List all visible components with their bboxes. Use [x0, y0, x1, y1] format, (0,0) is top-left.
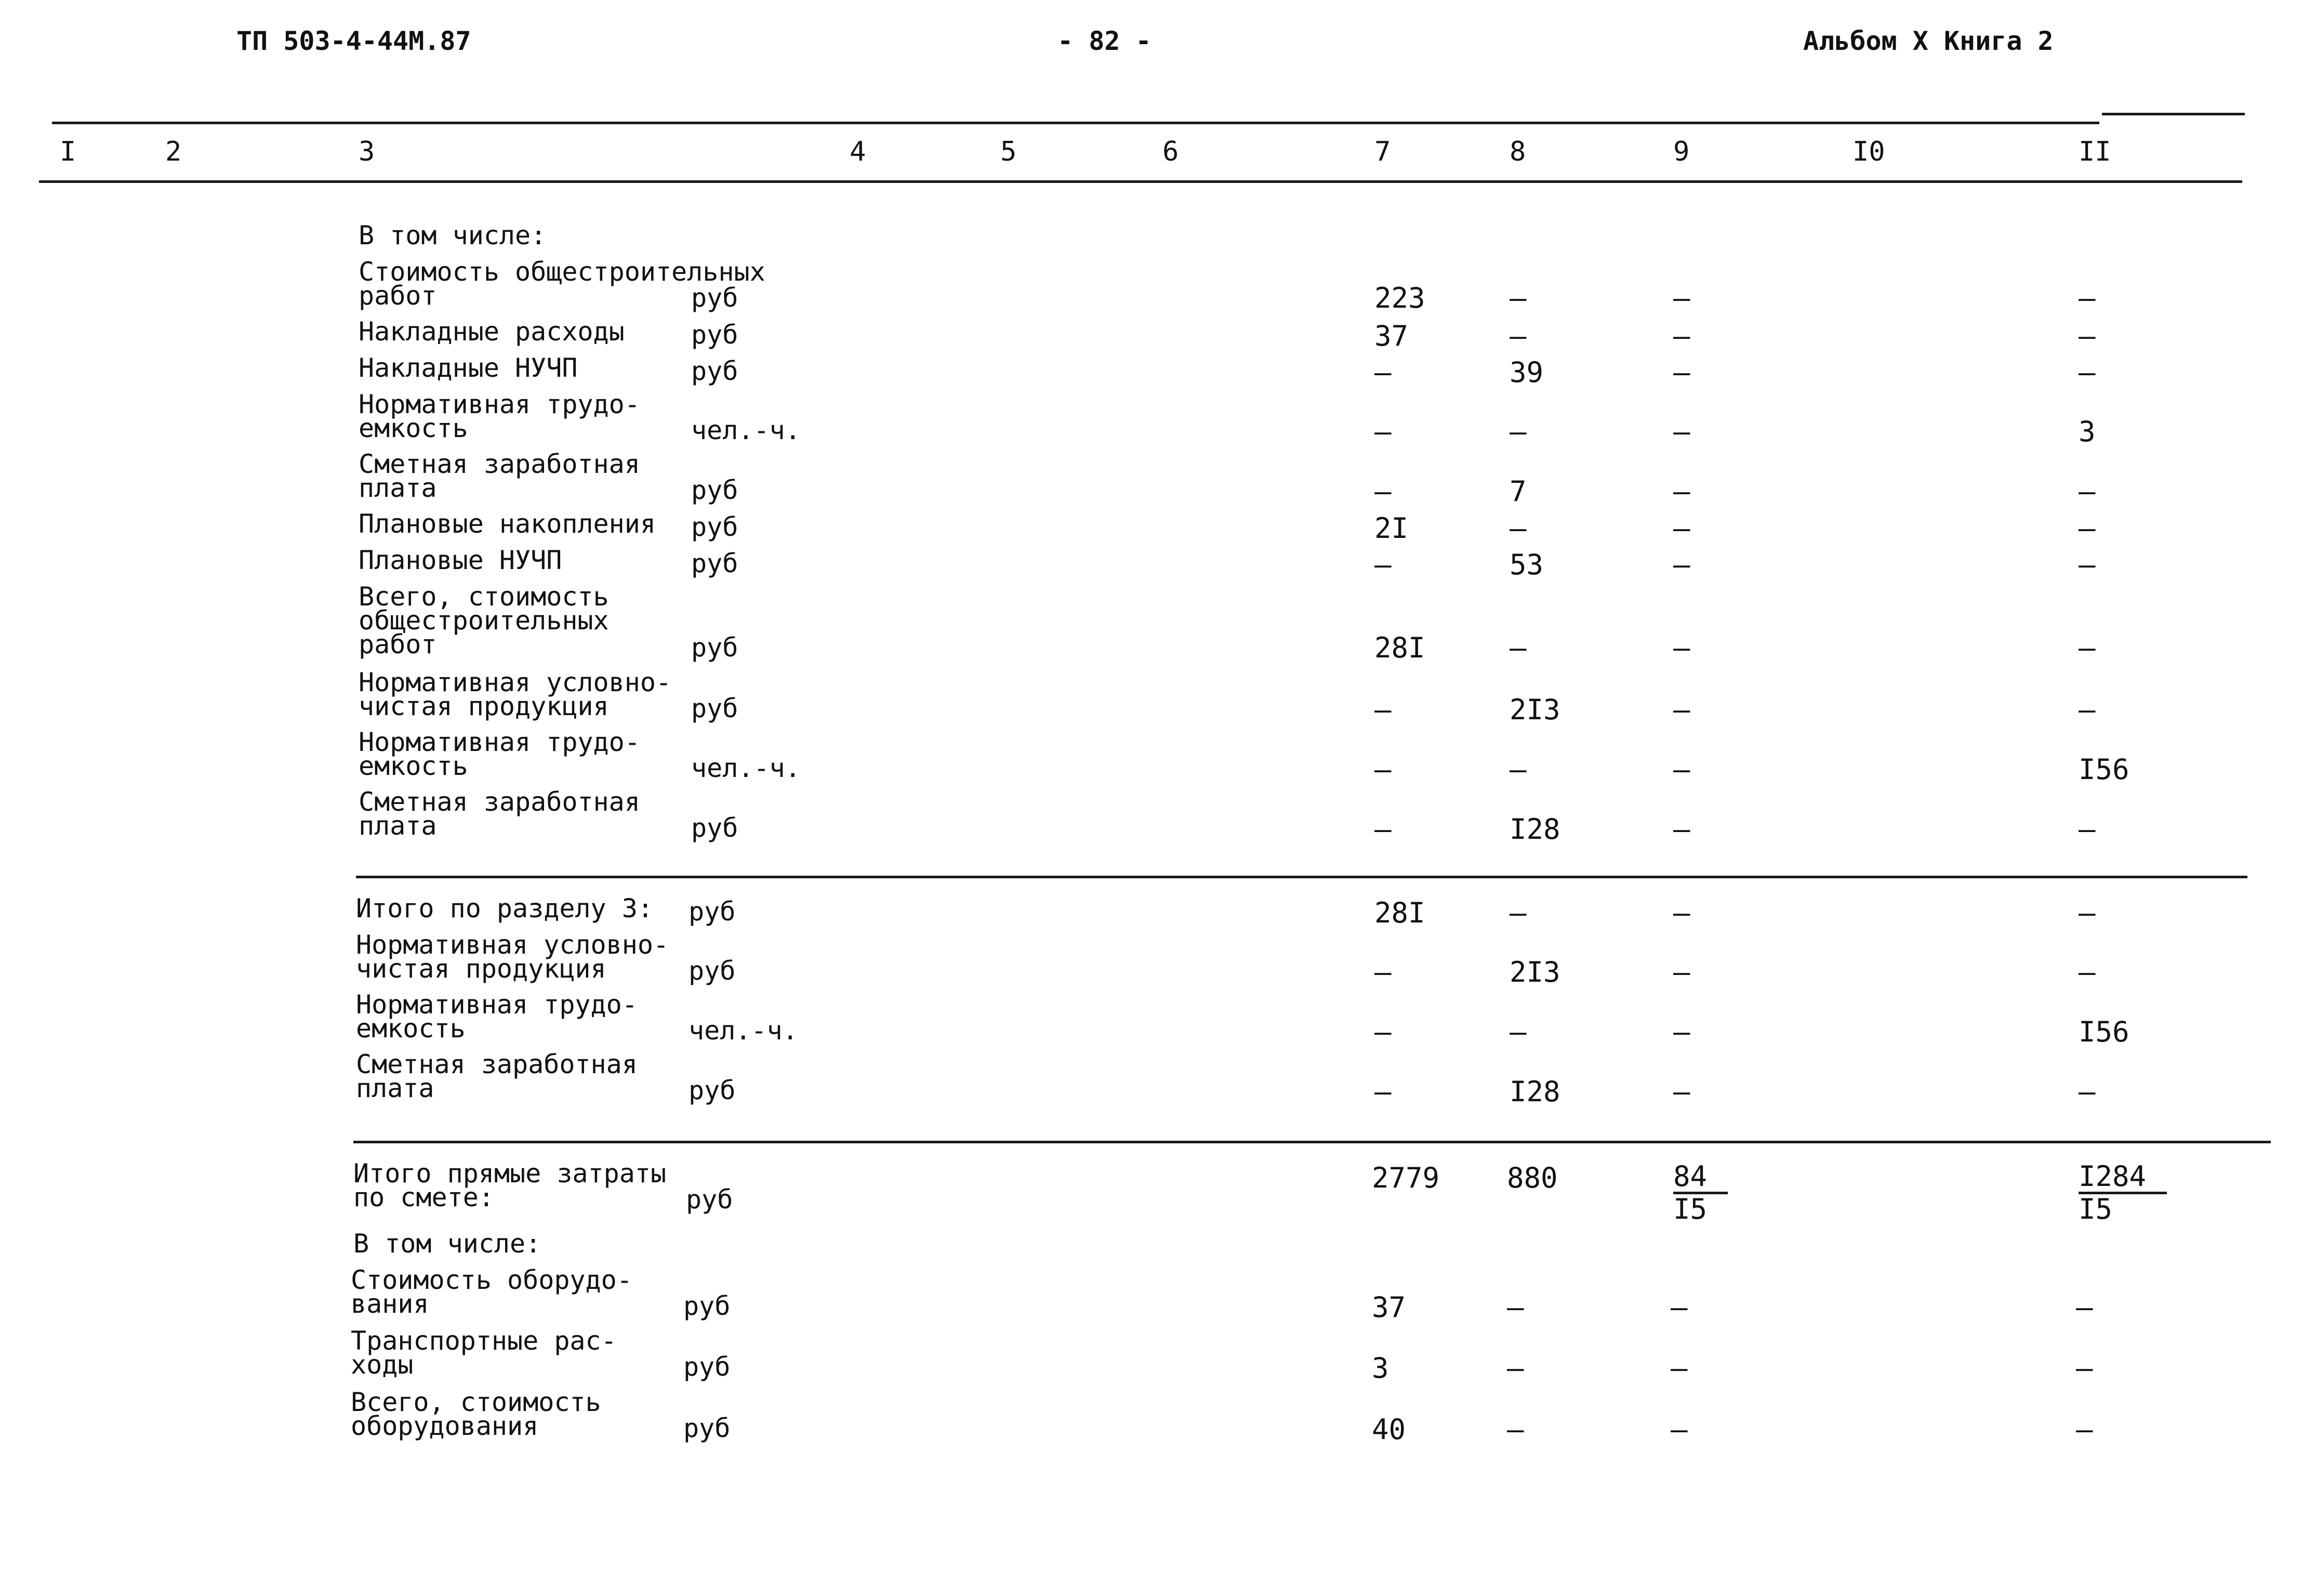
cell-col8: –	[1510, 631, 1527, 664]
row-unit: руб	[691, 283, 738, 313]
cell-col9: –	[1673, 356, 1690, 389]
col-num-9: 9	[1673, 136, 1690, 167]
cell-col7: –	[1374, 813, 1392, 846]
cell-col8: –	[1507, 1291, 1524, 1324]
row-label: Всего, стоимость общестроительных работ	[359, 582, 609, 659]
row-unit: руб	[691, 813, 738, 843]
cell-col8: –	[1510, 1015, 1527, 1048]
cell-col11: I56	[2079, 753, 2129, 786]
cell-col7: 28I	[1374, 631, 1425, 664]
row-unit: чел.-ч.	[691, 415, 801, 445]
cell-col11: –	[2079, 896, 2096, 929]
cell-col9: –	[1673, 1075, 1690, 1108]
fraction-col9	[1673, 1162, 1728, 1224]
section-divider	[353, 1141, 2271, 1143]
row-label: Итого прямые затраты по смете:	[353, 1158, 667, 1212]
cell-col9: –	[1673, 631, 1690, 664]
cell-col7: 3	[1372, 1352, 1389, 1384]
row-unit: руб	[683, 1413, 731, 1443]
row-label: Всего, стоимость оборудования	[351, 1387, 601, 1441]
cell-col7: –	[1374, 548, 1392, 581]
section-divider	[356, 876, 2247, 878]
col-num-2: 2	[165, 136, 182, 167]
cell-col8: I28	[1510, 813, 1560, 846]
row-label: Нормативная условно- чистая продукция	[359, 667, 672, 721]
cell-col9: –	[1673, 896, 1690, 929]
cell-col9: –	[1673, 753, 1690, 786]
cell-col8: 53	[1510, 548, 1544, 581]
cell-col8: –	[1510, 753, 1527, 786]
row-label: Накладные НУЧП	[359, 353, 578, 383]
row-unit: руб	[691, 693, 738, 723]
cell-col11: –	[2079, 282, 2096, 314]
row-unit: руб	[686, 1184, 733, 1215]
row-label: Плановые накопления	[359, 509, 656, 539]
cell-col11: –	[2079, 1075, 2096, 1108]
cell-col11: I56	[2079, 1015, 2129, 1048]
page-number: - 82 -	[1057, 26, 1152, 56]
row-unit: руб	[691, 548, 738, 578]
row-label: Нормативная трудо- емкость	[359, 727, 640, 781]
cell-col11: –	[2079, 548, 2096, 581]
cell-col9: –	[1673, 1015, 1690, 1048]
cell-col7: 37	[1372, 1291, 1406, 1324]
col-num-3: 3	[359, 136, 375, 167]
cell-col11: –	[2079, 320, 2096, 352]
top-rule	[52, 122, 2099, 124]
document-code: ТП 503-4-44М.87	[236, 26, 471, 56]
cell-col11: –	[2079, 693, 2096, 726]
cell-col11: –	[2079, 475, 2096, 508]
row-label: Стоимость общестроительных работ	[359, 257, 765, 311]
row-label: Сметная заработная плата	[356, 1049, 638, 1103]
cell-col11: –	[2076, 1413, 2093, 1446]
cell-col8: 880	[1507, 1162, 1558, 1194]
cell-col11: –	[2079, 356, 2096, 389]
album-book-label: Альбом X Книга 2	[1803, 26, 2054, 56]
cell-col11: –	[2079, 512, 2096, 545]
top-rule-right	[2102, 113, 2245, 115]
header-bottom-rule	[39, 180, 2242, 183]
cell-col7: –	[1374, 475, 1392, 508]
col-num-7: 7	[1374, 136, 1391, 167]
row-unit: руб	[691, 632, 738, 663]
cell-col7: 223	[1374, 282, 1425, 314]
row-unit: руб	[691, 512, 738, 542]
cell-col8: I28	[1510, 1075, 1560, 1108]
row-unit: руб	[689, 1075, 736, 1105]
row-unit: руб	[683, 1291, 731, 1321]
fraction-numerator: I284	[2079, 1162, 2167, 1194]
cell-col8: –	[1510, 896, 1527, 929]
cell-col8: –	[1507, 1413, 1524, 1446]
fraction-numerator: 84	[1673, 1162, 1728, 1194]
col-num-11: II	[2079, 136, 2111, 167]
cell-col8: –	[1510, 320, 1527, 352]
row-label: Накладные расходы	[359, 316, 625, 347]
fraction-denominator: I5	[2079, 1193, 2113, 1225]
cell-col9: –	[1673, 548, 1690, 581]
col-num-4: 4	[850, 136, 866, 167]
row-unit: руб	[683, 1352, 731, 1382]
row-unit: руб	[689, 956, 736, 986]
cell-col8: 39	[1510, 356, 1544, 389]
cell-col7: –	[1374, 693, 1392, 726]
row-unit: чел.-ч.	[689, 1015, 798, 1046]
row-label: Нормативная трудо- емкость	[356, 990, 638, 1044]
cell-col8: –	[1510, 512, 1527, 545]
cell-col7: –	[1374, 1015, 1392, 1048]
cell-col11: 3	[2079, 415, 2096, 448]
cell-col11: –	[2079, 813, 2096, 846]
row-unit: руб	[691, 356, 738, 386]
cell-col7: –	[1374, 956, 1392, 988]
row-label: Транспортные рас- ходы	[351, 1326, 617, 1380]
cell-col11: –	[2076, 1291, 2093, 1324]
col-num-5: 5	[1000, 136, 1017, 167]
cell-col8: –	[1507, 1352, 1524, 1384]
row-label: Сметная заработная плата	[359, 449, 640, 503]
cell-col7: 2I	[1374, 512, 1409, 545]
cell-col9: –	[1673, 282, 1690, 314]
cell-col7: 37	[1374, 320, 1409, 352]
row-label: Нормативная трудо- емкость	[359, 389, 640, 443]
fraction-col11	[2079, 1162, 2167, 1224]
cell-col8: –	[1510, 415, 1527, 448]
cell-col7: –	[1374, 356, 1392, 389]
cell-col9: –	[1673, 813, 1690, 846]
fraction-denominator: I5	[1673, 1193, 1708, 1225]
cell-col11: –	[2079, 956, 2096, 988]
col-num-1: I	[60, 136, 76, 167]
cell-col11: –	[2079, 631, 2096, 664]
row-label: Плановые НУЧП	[359, 545, 562, 575]
cell-col11: –	[2076, 1352, 2093, 1384]
cell-col9: –	[1673, 956, 1690, 988]
cell-col9: –	[1673, 693, 1690, 726]
row-label: Стоимость оборудо- вания	[351, 1265, 632, 1319]
cell-col9: –	[1671, 1352, 1688, 1384]
cell-col7: –	[1374, 1075, 1392, 1108]
cell-col9: –	[1673, 512, 1690, 545]
cell-col9: –	[1673, 320, 1690, 352]
row-label: Итого по разделу 3:	[356, 893, 653, 924]
row-label: Нормативная условно- чистая продукция	[356, 930, 669, 984]
row-unit: руб	[691, 320, 738, 350]
cell-col8: –	[1510, 282, 1527, 314]
cell-col7: –	[1374, 415, 1392, 448]
row-label: В том числе:	[359, 220, 547, 250]
row-unit: чел.-ч.	[691, 753, 801, 783]
cell-col7: 28I	[1374, 896, 1425, 929]
cell-col9: –	[1671, 1291, 1688, 1324]
cell-col7: 40	[1372, 1413, 1406, 1446]
cell-col9: –	[1673, 415, 1690, 448]
cell-col8: 7	[1510, 475, 1527, 508]
cell-col9: –	[1673, 475, 1690, 508]
col-num-10: I0	[1853, 136, 1885, 167]
row-label: В том числе:	[353, 1229, 541, 1259]
row-label: Сметная заработная плата	[359, 787, 640, 841]
col-num-8: 8	[1510, 136, 1526, 167]
cell-col9: –	[1671, 1413, 1688, 1446]
cell-col7: –	[1374, 753, 1392, 786]
row-unit: руб	[689, 896, 736, 927]
cell-col8: 2I3	[1510, 693, 1560, 726]
cell-col7: 2779	[1372, 1162, 1440, 1194]
cell-col8: 2I3	[1510, 956, 1560, 988]
row-unit: руб	[691, 475, 738, 505]
col-num-6: 6	[1162, 136, 1179, 167]
